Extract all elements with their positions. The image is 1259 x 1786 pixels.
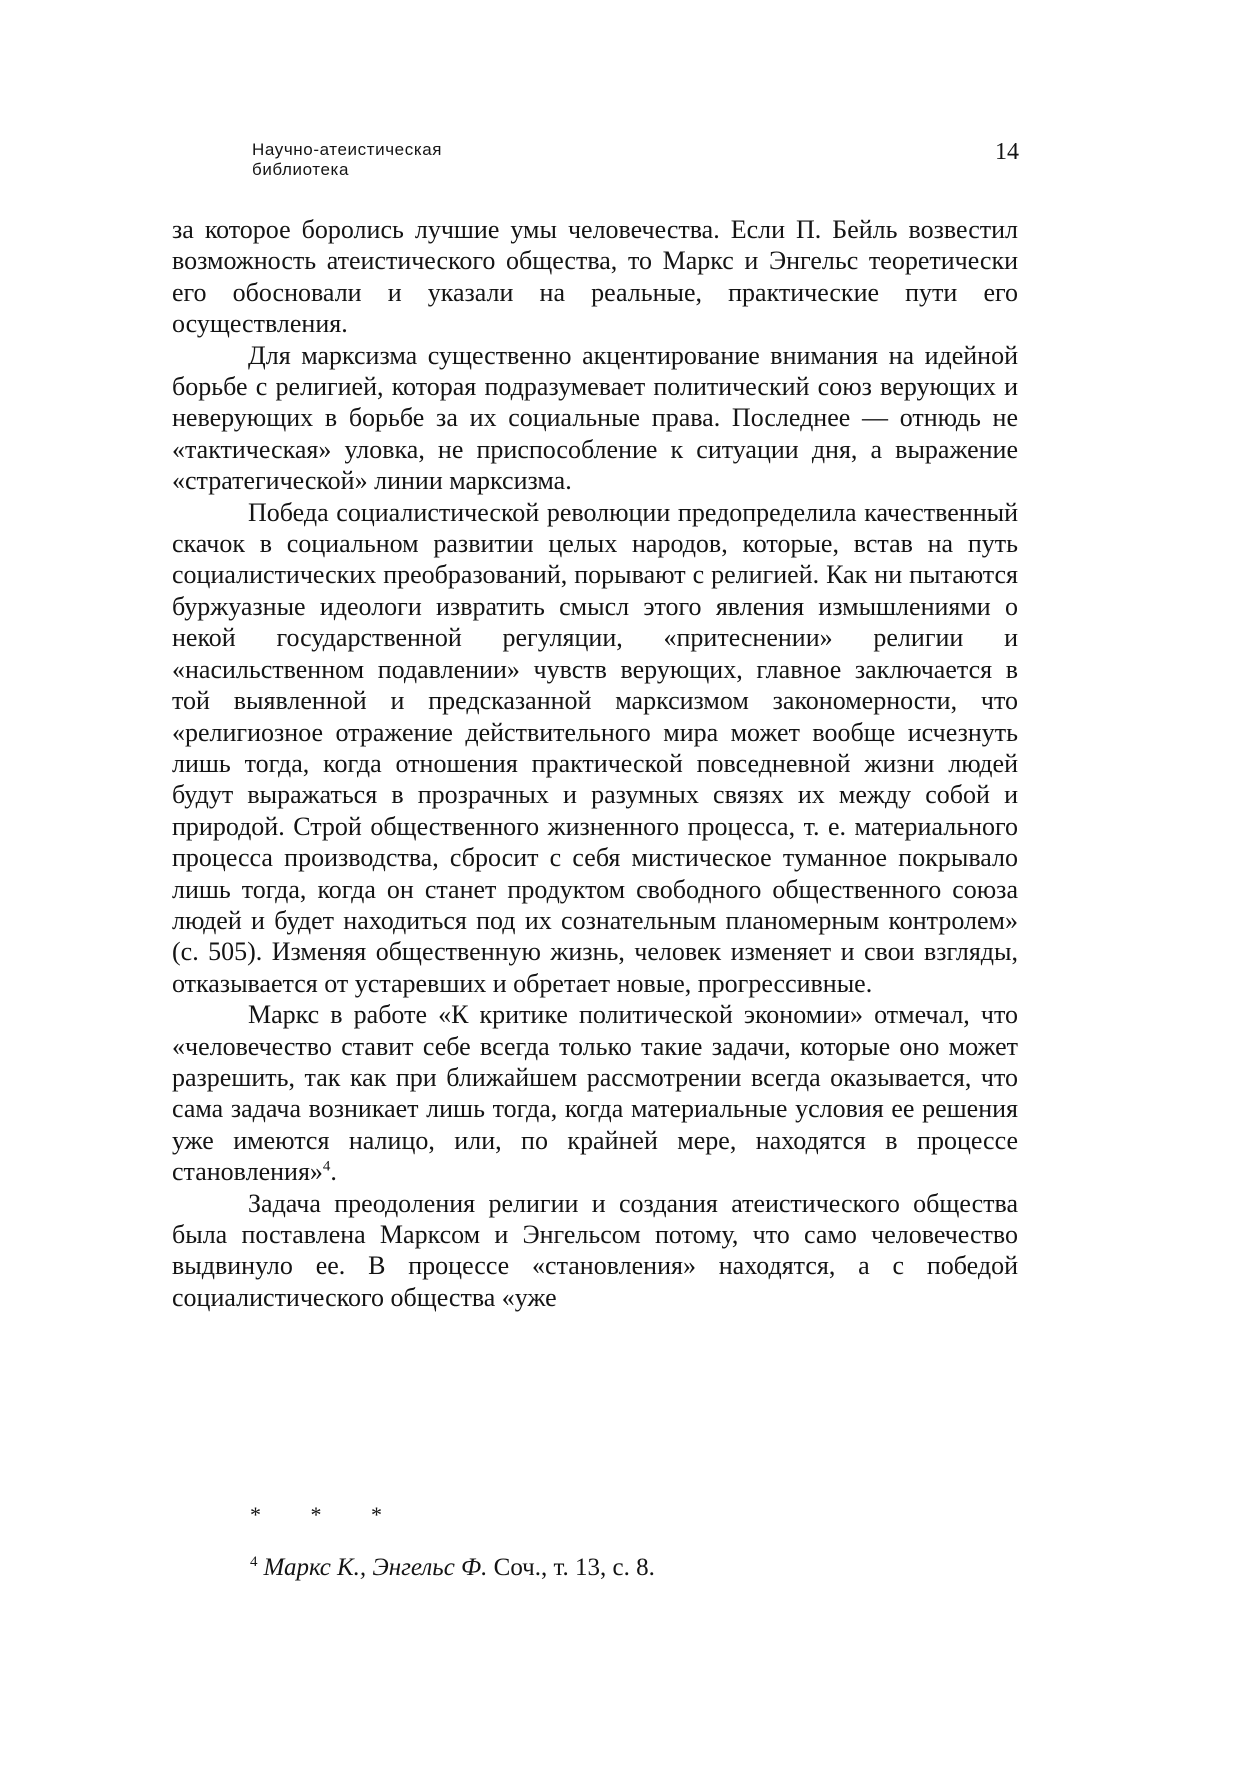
paragraph-4 [172,999,1018,1187]
paragraph-4-text: Маркс в работе «К критике политической экономии» отмечал, что «человечество ставит себе всегда только такие задачи, которые оно может разрешить, так как при ближайшем рассмотрении всегда оказывается, что сама задача возникает лишь тогда, когда материальные условия ее решения уже имеются налицо, или, по крайней мере, находятся в процессе становления» [172,1000,1018,1187]
body-text [172,214,1018,1313]
header-title-line-1: Научно-атеистическая [252,140,443,159]
footnote-authors: Маркс К., Энгельс Ф. [263,1554,488,1581]
paragraph-4-end: . [330,1157,337,1187]
footnote-reference: 4 [322,1158,331,1175]
footnote-citation: Соч., т. 13, с. 8. [493,1554,655,1581]
paragraph-1: за которое боролись лучшие умы человечества. Если П. Бейль возвестил возможность атеистического общества, то Маркс и Энгельс теоретически его обосновали и указали на реальные, практические пути его осуществления. [172,215,1018,339]
paragraph-2: Для марксизма существенно акцентирование внимания на идейной борьбе с религией, которая подразумевает политический союз верующих и неверующих в борьбе за их социальные права. Последнее — отнюдь не «тактическая» уловка, не приспособление к ситуации дня, а выражение «стратегической» линии марксизма. [172,340,1018,496]
footnote [250,1553,655,1583]
footnote-mark: 4 [250,1553,258,1570]
paragraph-3: Победа социалистической революции предопределила качественный скачок в социальном развитии целых народов, которые, встав на путь социалистических преобразований, порывают с религией. Как ни пытаются буржуазные идеологи извратить смысл этого явления измышлениями о некой государственной регуляции, «притеснении» религии и «насильственном подавлении» чувств верующих, главное заключается в той выявленной и предсказанной марксизмом закономерности, что «религиозное отражение действительного мира может вообще исчезнуть лишь тогда, когда отношения практической повседневной жизни людей будут выражаться в прозрачных и разумных связях их между собой и природой. Строй общественного жизненного процесса, т. е. материального процесса производства, сбросит с себя мистическое туманное покрывало лишь тогда, когда он станет продуктом свободного общественного союза людей и будет находиться под их сознательным планомерным контролем» (с. 505). Изменяя общественную жизнь, человек изменяет и свои взгляды, отказывается от устаревших и обретает новые, прогрессивные. [172,497,1018,998]
running-header [252,140,552,180]
paragraph-5: Задача преодоления религии и создания атеистического общества была поставлена Марксом и Энгельсом потому, что само человечество выдвинуло ее. В процессе «становления» находятся, а с победой социалистического общества «уже [172,1188,1018,1312]
header-title-line-2: библиотека [252,160,350,179]
footnote-separator: * * * [250,1502,404,1527]
page-number: 14 [995,139,1019,165]
